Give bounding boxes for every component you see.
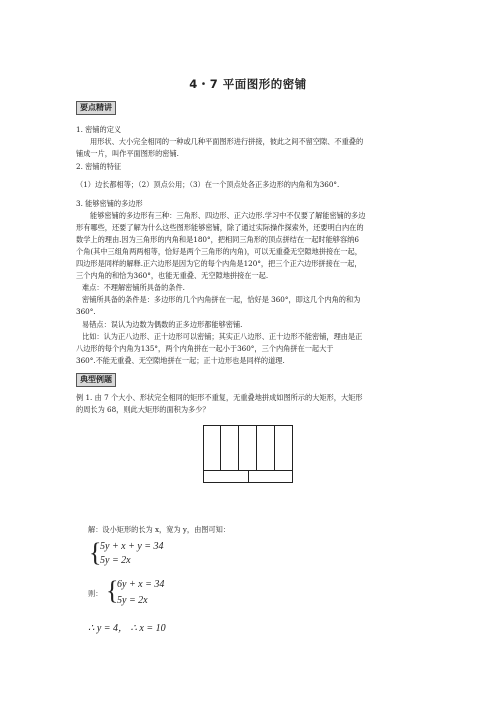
paragraph-line: 360°.不能无重叠、无空隙地拼在一起；正十边形也是同样的道理. (76, 356, 285, 365)
mistake-line: 易错点：误认为边数为偶数的正多边形都能够密铺. (82, 320, 243, 329)
difficulty-line: 难点：不理解密铺所具备的条件. (82, 283, 185, 292)
paragraph-line: 三个内角的和恰为360°，也能无重叠、无空隙地拼接在一起. (76, 271, 269, 280)
small-rectangle (203, 425, 221, 471)
paragraph-line: 用形状、大小完全相同的一种或几种平面图形进行拼接，彼此之间不留空隙、不重叠的 (90, 137, 364, 146)
then-label: 则： (88, 589, 103, 598)
paragraph-line: 铺成一片，叫作平面图形的密铺. (76, 149, 179, 158)
paragraph-line: 密铺所具备的条件是：多边形的几个内角拼在一起，恰好是 360°，即这几个内角的和为 (82, 295, 361, 304)
result-line: ∴ y = 4， ∴ x = 10 (88, 623, 166, 634)
paragraph-line: 数学上的理由.因为三角形的内角和是180°，把相同三角形的顶点拼结在一起时能够容纳6 (76, 235, 359, 244)
small-rectangle (238, 425, 257, 471)
rectangle-tiling-diagram (203, 425, 293, 483)
solution-intro: 解：设小矩形的长为 x，宽为 y，由图可知： (88, 525, 231, 534)
paragraph-line: 比如：认为正八边形、正十边形可以密铺；其实正八边形、正十边形不能密铺，理由是正 (82, 332, 363, 341)
paragraph-line: 形有哪些，还要了解为什么这些图形能够密铺，除了通过实际操作探索外，还要明白内在的 (76, 223, 364, 232)
heading-polygons: 3. 能够密铺的多边形 (76, 199, 143, 208)
equation: 5y = 2x (100, 555, 131, 566)
equation: 6y + x = 34 (117, 579, 165, 590)
equation: 5y + x + y = 34 (100, 541, 164, 552)
small-rectangle (256, 425, 275, 471)
section-tag-key-points: 要点精讲 (76, 101, 116, 115)
heading-features: 2. 密铺的特征 (76, 162, 122, 171)
section-tag-examples: 典型例题 (76, 373, 116, 387)
paragraph-line: （1）边长都相等；（2）顶点公用；（3）在一个顶点处各正多边形的内角和为360°. (76, 180, 340, 189)
brace-symbol: { (106, 576, 119, 605)
paragraph-line: 个角(其中三组角两两相等，恰好是两个三角形的内角)，可以无重叠无空隙地拼接在一起， (76, 247, 362, 256)
small-rectangle (220, 425, 239, 471)
equation: 5y = 2x (117, 595, 148, 606)
heading-definition: 1. 密铺的定义 (76, 125, 122, 134)
page-title: 4・7 平面图形的密铺 (189, 77, 307, 91)
paragraph-line: 360°. (76, 307, 96, 316)
small-rectangle (274, 425, 293, 471)
paragraph-line: 四边形是同样的解释.正六边形是因为它的每个内角是120°，把三个正六边形拼接在一起， (76, 259, 362, 268)
paragraph-line: 能够密铺的多边形有三种：三角形、四边形、正六边形.学习中不仅要了解能密铺的多边 (90, 211, 366, 220)
small-rectangle (248, 470, 293, 483)
example-question-line: 的周长为 68，则此大矩形的面积为多少？ (76, 405, 210, 414)
example-question-line: 例 1. 由 7 个大小、形状完全相同的矩形不重复，无重叠地拼成如图所示的大矩形，大矩形 (76, 393, 363, 402)
small-rectangle (203, 470, 249, 483)
brace-symbol: { (89, 538, 102, 567)
paragraph-line: 八边形的每个内角为135°，两个内角拼在一起小于360°，三个内角拼在一起大于 (76, 344, 334, 353)
